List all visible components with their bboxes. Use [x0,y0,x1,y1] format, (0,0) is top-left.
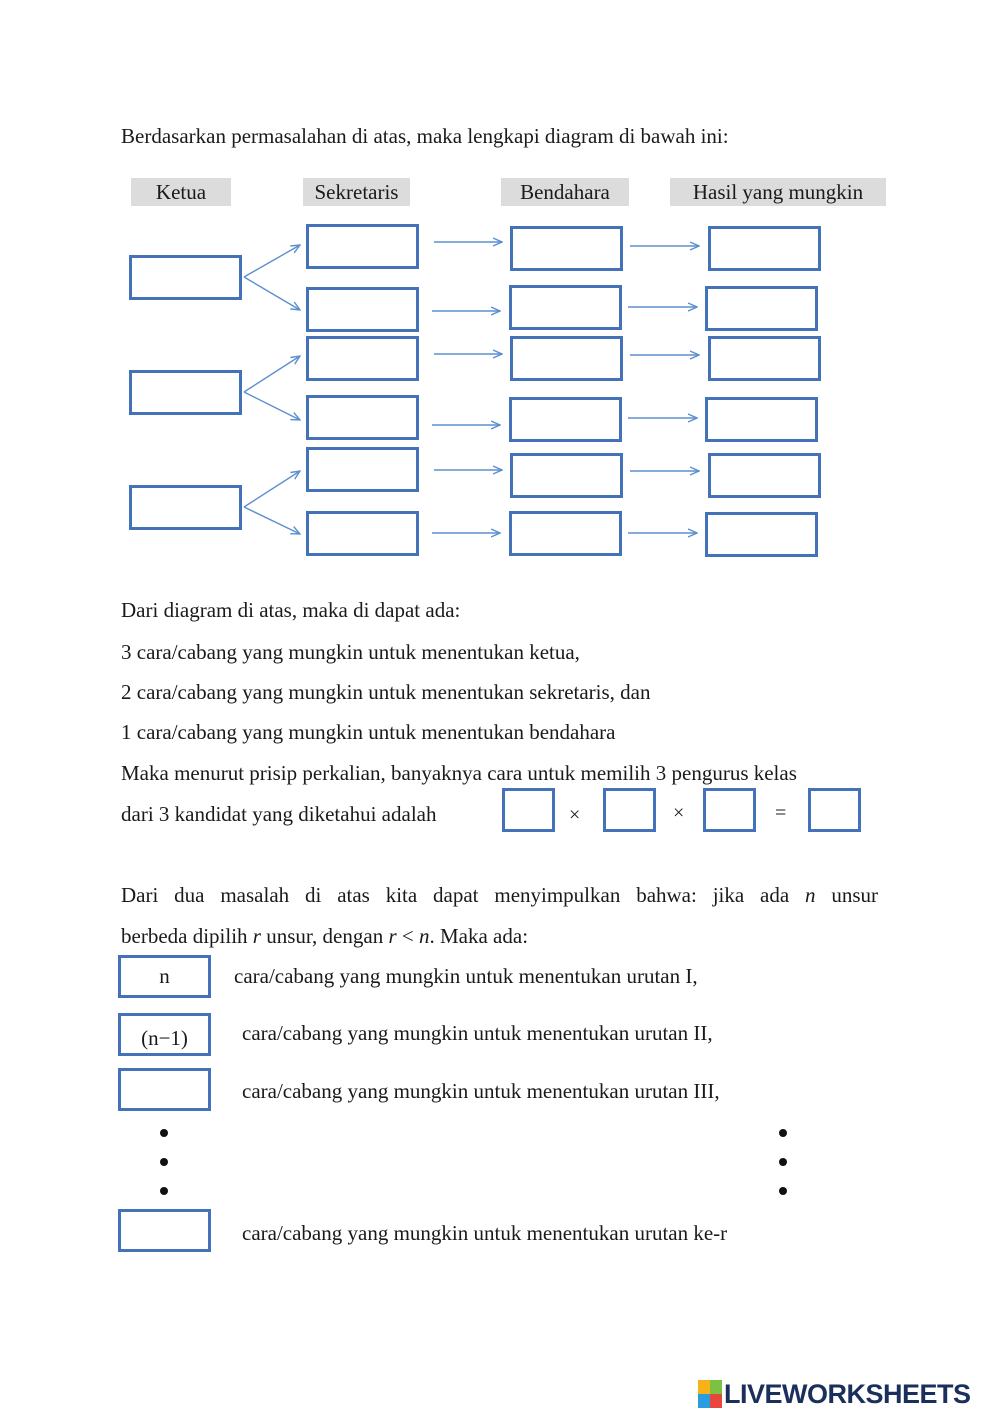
step-box-4[interactable] [118,1209,211,1252]
logo-text: LIVEWORKSHEETS [724,1378,971,1409]
sekretaris-box-3[interactable] [306,336,419,381]
sekretaris-box-5[interactable] [306,447,419,492]
sekretaris-box-1[interactable] [306,224,419,269]
times-sign-2: × [673,802,685,824]
conclusion-line-1: Dari dua masalah di atas kita dapat menyimpulkan bahwa: jika ada n unsur [121,883,879,907]
step-text-4: cara/cabang yang mungkin untuk menentukan urutan ke-r [242,1221,728,1245]
summary-line-2: 3 cara/cabang yang mungkin untuk menentukan ketua, [121,640,580,664]
result-box[interactable] [808,788,861,832]
factor-box-3[interactable] [703,788,756,832]
step-text-3: cara/cabang yang mungkin untuk menentukan urutan III, [242,1079,720,1103]
bendahara-box-5[interactable] [510,453,623,498]
step-box-3[interactable] [118,1068,211,1111]
bendahara-box-3[interactable] [510,336,623,381]
summary-line-1: Dari diagram di atas, maka di dapat ada: [121,598,461,622]
bendahara-box-2[interactable] [509,285,622,330]
header-sekretaris: Sekretaris [303,178,410,206]
header-bendahara: Bendahara [501,178,629,206]
step-text-1: cara/cabang yang mungkin untuk menentukan urutan I, [234,964,698,988]
step-text-2: cara/cabang yang mungkin untuk menentukan urutan II, [242,1021,713,1045]
ellipsis-dot-left-1 [160,1129,168,1137]
ketua-box-1[interactable] [129,255,242,300]
step-box-2[interactable]: (n−1) [118,1013,211,1056]
bendahara-box-1[interactable] [510,226,623,271]
hasil-box-6[interactable] [705,512,818,557]
bendahara-box-4[interactable] [509,397,622,442]
equals-sign: = [775,802,787,824]
hasil-box-1[interactable] [708,226,821,271]
hasil-box-5[interactable] [708,453,821,498]
hasil-box-2[interactable] [705,286,818,331]
ellipsis-dot-left-2 [160,1158,168,1166]
sekretaris-box-2[interactable] [306,287,419,332]
times-sign-1: × [569,804,581,826]
summary-line-4: 1 cara/cabang yang mungkin untuk menentukan bendahara [121,720,616,744]
ellipsis-dot-right-1 [779,1129,787,1137]
sekretaris-box-6[interactable] [306,511,419,556]
ketua-box-3[interactable] [129,485,242,530]
conclusion-line-2: berbeda dipilih r unsur, dengan r < n. Maka ada: [121,924,529,948]
summary-line-5: Maka menurut prisip perkalian, banyaknya cara untuk memilih 3 pengurus kelas [121,761,797,785]
hasil-box-3[interactable] [708,336,821,381]
summary-line-6: dari 3 kandidat yang diketahui adalah [121,802,437,826]
step-box-1[interactable]: n [118,955,211,998]
hasil-box-4[interactable] [705,397,818,442]
header-ketua: Ketua [131,178,231,206]
sekretaris-box-4[interactable] [306,395,419,440]
bendahara-box-6[interactable] [509,511,622,556]
ellipsis-dot-left-3 [160,1187,168,1195]
summary-line-3: 2 cara/cabang yang mungkin untuk menentukan sekretaris, dan [121,680,651,704]
liveworksheets-logo-icon [698,1380,722,1408]
intro-text: Berdasarkan permasalahan di atas, maka lengkapi diagram di bawah ini: [121,124,729,148]
ketua-box-2[interactable] [129,370,242,415]
factor-box-1[interactable] [502,788,555,832]
liveworksheets-logo [698,1376,971,1412]
factor-box-2[interactable] [603,788,656,832]
ellipsis-dot-right-3 [779,1187,787,1195]
ellipsis-dot-right-2 [779,1158,787,1166]
header-hasil: Hasil yang mungkin [670,178,886,206]
